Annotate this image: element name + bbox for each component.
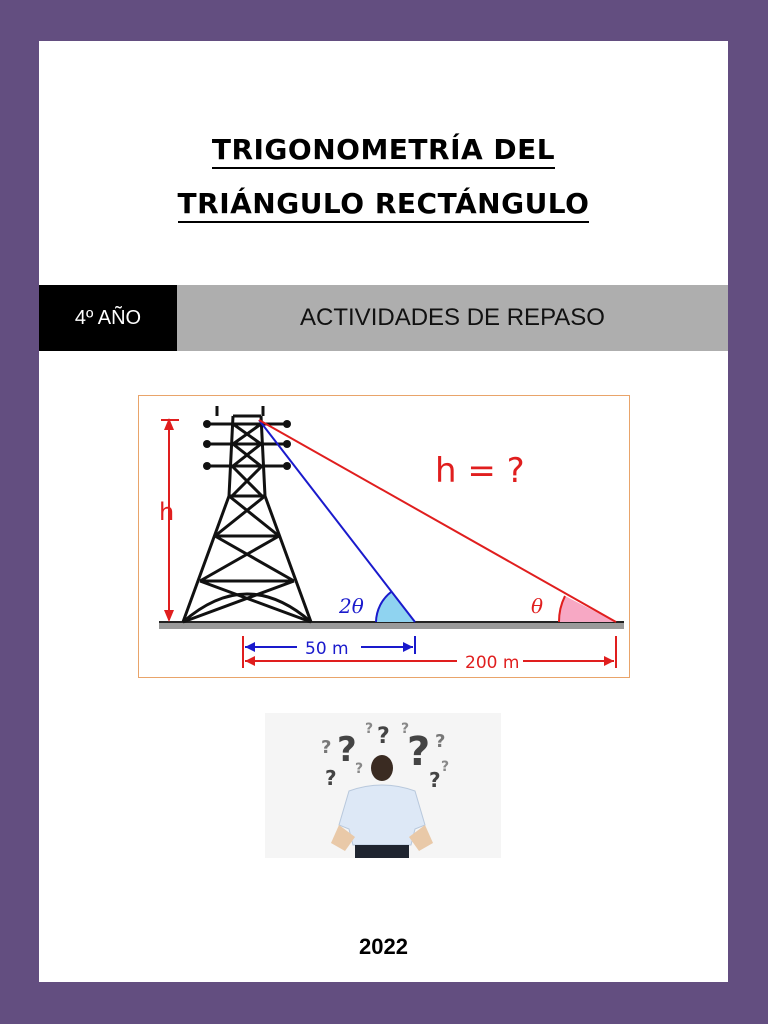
svg-text:?: ? xyxy=(407,729,431,775)
subtitle-label: ACTIVIDADES DE REPASO xyxy=(300,304,605,331)
title-line-1: TRIGONOMETRÍA DEL xyxy=(39,133,728,166)
svg-text:?: ? xyxy=(325,766,337,790)
angle-theta-label: θ xyxy=(531,594,544,618)
svg-text:?: ? xyxy=(355,761,364,777)
question-label: h = ? xyxy=(435,451,525,491)
svg-text:?: ? xyxy=(401,721,410,737)
svg-text:?: ? xyxy=(377,724,390,749)
distance-200-label: 200 m xyxy=(465,653,520,673)
svg-text:?: ? xyxy=(429,768,441,792)
title-line-2: TRIÁNGULO RECTÁNGULO xyxy=(39,187,728,220)
svg-text:?: ? xyxy=(435,731,446,752)
cover-page xyxy=(39,41,728,982)
svg-text:?: ? xyxy=(337,730,357,770)
subtitle-band xyxy=(39,285,728,351)
near-sight-line xyxy=(259,420,415,622)
svg-text:?: ? xyxy=(365,721,374,737)
svg-text:?: ? xyxy=(321,737,332,758)
year-label: 2022 xyxy=(359,934,408,959)
tower-diagram xyxy=(139,396,629,677)
tower-problem-figure xyxy=(138,395,630,678)
grade-label: 4º AÑO xyxy=(39,285,177,351)
ground xyxy=(159,622,624,629)
distance-50-label: 50 m xyxy=(305,639,349,659)
svg-text:?: ? xyxy=(441,759,450,775)
height-label: h xyxy=(159,498,175,526)
confused-person-illustration xyxy=(265,713,501,858)
confused-person-icon xyxy=(265,713,501,858)
angle-2theta-label: 2θ xyxy=(339,594,364,618)
